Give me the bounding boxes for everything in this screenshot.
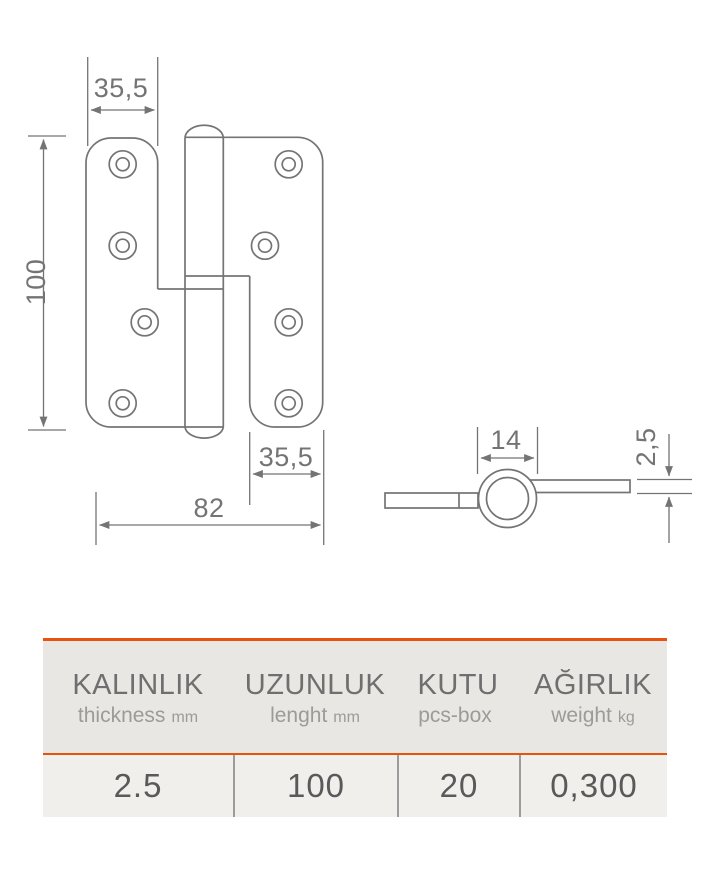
screw-hole (116, 397, 129, 410)
dimension-overall-width (96, 492, 321, 545)
column-title: AĞIRLIK (534, 668, 652, 701)
screw-hole (275, 151, 302, 178)
screw-hole (252, 232, 279, 259)
screw-hole (282, 158, 295, 171)
screw-hole (138, 316, 151, 329)
subtitle-label: lenght (270, 704, 328, 728)
dim-label-knuckle-width: 14 (490, 425, 522, 455)
value-thickness: 2.5 (113, 767, 163, 804)
screw-hole (259, 239, 272, 252)
dim-label-leaf-width: 35,5 (258, 442, 314, 472)
spec-table (43, 638, 667, 817)
subtitle-label: weight (551, 704, 612, 728)
screw-hole (116, 239, 129, 252)
screw-hole (131, 309, 158, 336)
screw-hole (116, 158, 129, 171)
front-view-dimensions (21, 57, 324, 545)
subtitle-label: pcs-box (418, 704, 492, 728)
left-leaf-outline (86, 138, 185, 427)
header-cell-weight (519, 641, 667, 753)
column-subtitle (78, 704, 198, 728)
column-subtitle (270, 704, 360, 728)
column-title: KUTU (417, 668, 499, 701)
value-weight: 0,300 (519, 755, 667, 817)
dimension-height (21, 136, 66, 430)
dimension-top-width (88, 57, 158, 146)
screw-hole (109, 151, 136, 178)
dim-label-height: 100 (21, 258, 51, 306)
header-cell-box-qty (397, 641, 519, 753)
value-box-qty: 20 (397, 755, 519, 817)
left-leaf-profile (385, 493, 478, 508)
subtitle-unit: mm (171, 709, 199, 727)
screw-hole (275, 390, 302, 417)
hinge-side-view (385, 470, 630, 528)
dimension-knuckle-width (478, 425, 538, 474)
header-cell-thickness (43, 641, 233, 753)
knuckle-bottom-cap (185, 427, 223, 438)
table-header-row (43, 641, 667, 753)
dim-label-top-width: 35,5 (93, 73, 149, 103)
column-title: KALINLIK (72, 668, 204, 701)
screw-hole (282, 397, 295, 410)
right-leaf-outline (185, 137, 323, 427)
column-subtitle (418, 704, 498, 728)
header-cell-length (233, 641, 397, 753)
screw-hole (109, 390, 136, 417)
right-leaf-profile (520, 480, 630, 493)
screw-hole (109, 232, 136, 259)
dimension-leaf-width (250, 430, 324, 545)
knuckle-barrel (185, 125, 223, 438)
dim-label-leaf-thickness: 2,5 (631, 427, 661, 467)
column-title: UZUNLUK (244, 668, 386, 701)
dim-label-overall-width: 82 (193, 493, 225, 523)
table-value-row (43, 755, 667, 817)
column-subtitle (551, 704, 635, 728)
knuckle-top-cap (185, 125, 223, 137)
hinge-front-view (86, 125, 323, 438)
screw-holes (109, 151, 302, 417)
subtitle-label: thickness (77, 704, 166, 728)
value-length: 100 (233, 755, 397, 817)
subtitle-unit: kg (617, 709, 635, 727)
dimension-leaf-thickness (631, 427, 692, 543)
screw-hole (275, 309, 302, 336)
screw-hole (282, 316, 295, 329)
subtitle-unit: mm (333, 709, 360, 727)
